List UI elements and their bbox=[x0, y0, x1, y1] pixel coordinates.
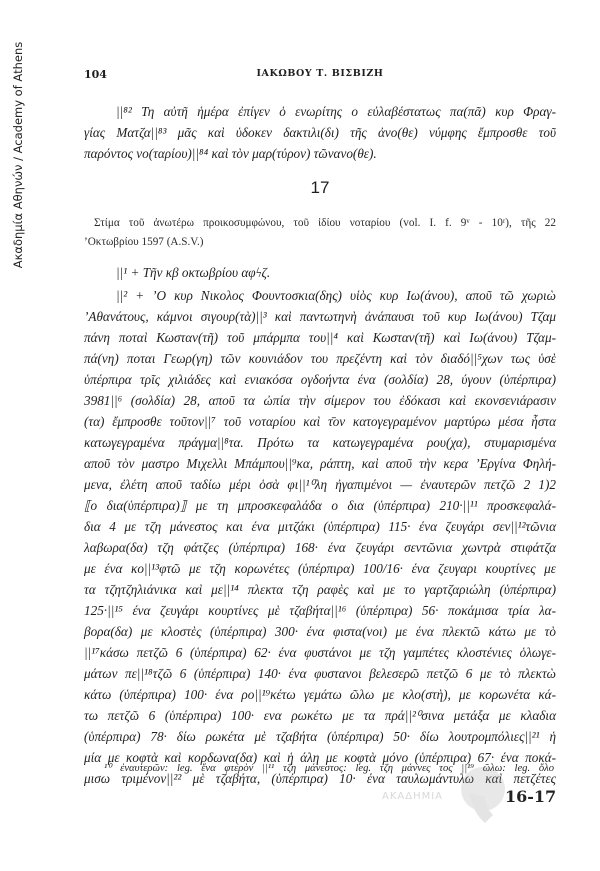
document-range: 16-17 bbox=[505, 787, 557, 806]
text-line: ||² + ’Ο κυρ Νικολος Φουντοσκια(δης) υἱὸς κυρ Ιω(άνου), αποῦ τῶ χωριὼ bbox=[116, 288, 556, 303]
text-line: μενα, ἐλέτη αποῦ ταδίω μέρι ὁσὰ φι||¹⁰λη ἠγαπιμένοι — ἐναυτερῶν πετζῶ 2 1)2 bbox=[84, 477, 556, 492]
text-line: γίας Ματζα||⁸³ μᾶς καὶ ὑδοκεν δακτιλι(δι) τῆς ἀνο(θε) νύμφης ἔμπροσθε τοῦ bbox=[84, 125, 556, 140]
text-line: παρόντος νο(ταρίου)||⁸⁴ καὶ τὸν μαρ(τύρον) τῶνανο(θε). bbox=[84, 146, 377, 161]
running-head bbox=[84, 68, 556, 84]
text-line: (τα) ἔμπροσθε τοῦτον||⁷ τοῦ νοταρίου καὶ τ̄ον κατογεγραμένον μαρτύρω μέσα ἧστα bbox=[84, 414, 556, 429]
document-description bbox=[84, 214, 556, 252]
description-line: ’Οκτωβρίου 1597 (A.S.V.) bbox=[84, 236, 204, 248]
text-line: κατωγεγραμένα πράγμα||⁸τα. Πρότω τα κατωγεγραμένα ρου(χα), στυμαρισμένα bbox=[84, 435, 556, 450]
side-watermark bbox=[8, 40, 28, 270]
side-watermark-text: Ακαδημία Αθηνών / Academy of Athens bbox=[11, 41, 26, 269]
text-line: ||¹⁷κάσω πετζῶ 6 (ὑπέρπιρα) 62· ένα φυστάνοι με τζη γαμπέτες κλοστένιες ὁλωγε- bbox=[84, 645, 556, 660]
running-title: ΙΑΚΩΒΟΥ Τ. ΒΙΣΒΙΖΗ bbox=[256, 68, 384, 79]
text-line: αποῦ τὸν μαστρο Μιχελλι Μπάμπου||⁹κα, ράπτη, καὶ αποῦ τὴν κερα ’Εργίνα Φηλή- bbox=[84, 456, 556, 471]
text-line: βορα(δα) με κλοστὲς (ὑπέρπιρα) 300· ένα φιστα(νοι) με ένα πλεκτῶ κάτω με τὸ bbox=[84, 624, 556, 639]
document-number: 17 bbox=[310, 178, 330, 197]
document-body bbox=[84, 285, 556, 789]
description-line: Στίμα τοῦ ἀνωτέρω προικοσυμφώνου, τοῦ ἰδίου νοταρίου (vol. I. f. 9ᵛ - 10ʳ), τῆς 22 bbox=[94, 217, 556, 229]
text-line: πάνη ποταὶ Κωσταν(τῆ) τοῦ μπάρμπα του||⁴ καὶ Κωσταν(τῆ) καὶ Ιω(άνου) Τζαμ- bbox=[84, 330, 556, 345]
text-line: μάτων πε||¹⁸τζῶ 6 (ὑπέρπιρα) 140· ένα φυστανοι βελεσερῶ πετζῶ 6 με τὸ πλεκτὼ bbox=[84, 666, 556, 681]
page-number: 104 bbox=[84, 68, 107, 81]
text-line: ||⁸² Τη αὐτῆ ἡμέρα ἐπίγεν ὁ ενωρίτης ο εὐλαβέστατως πα(πᾶ) κυρ Φραγ- bbox=[116, 104, 556, 119]
date-line bbox=[84, 262, 556, 283]
text-line: μία με κοφτὰ καὶ κορδωνα(δα) καὶ ἡ άλη με κοφτὰ μόνο (ὑπέρπιρα) 67· ένα ποκά- bbox=[84, 750, 556, 765]
text-line: τα τζητζηλιάνικα καὶ με||¹⁴ πλεκτα τζη ραφὲς καὶ με το γαρτζαριώλη (ὑπέρπιρα) bbox=[84, 582, 556, 597]
text-line: ⟦ο δια(ὑπέρπιρα)⟧ με τη μπροσκεφαλάδα ο δια (ὑπέρπιρα) 210·||¹¹ προσκεφαλά- bbox=[84, 498, 556, 513]
footnote: ¹⁰ ἐναυτερῶν: leg. ἕνα φτερὸν ||¹¹ τζη μάνεστος: leg. τζη μάννες τος ||¹⁹ ῶλω: leg. ὅλο bbox=[104, 763, 554, 774]
text-line: δια 4 με τζη μάνεστος και ένα μιτζάκι (ὑπέρπιρα) 115· ένα ζευγάρι σεν||¹²τῶνια bbox=[84, 519, 556, 534]
text-line: λαβωρα(δα) τζη φάτζες (ὑπέρπιρα) 168· ένα ζευγάρι σεντῶνια χωντρὰ στιφάτζα bbox=[84, 540, 556, 555]
previous-document-ending bbox=[84, 101, 556, 164]
text-line: τω πετζῶ 6 (ὑπέρπιρα) 100· ενα ρωκέτω με τα πρά||²⁰σινα μετάξα με κλαδια bbox=[84, 708, 556, 723]
text-line: 125·||¹⁵ ένα ζευγάρι κουρτίνες μὲ τζαβήτα||¹⁶ (ὑπέρπιρα) 56· ποκάμισα τρία λα- bbox=[84, 603, 556, 618]
text-line: με ένα κο||¹³φτῶ με τζη κορωνέτες (ὑπέρπιρα) 100/16· ένα ζευγαρι κουρτίνες με bbox=[84, 561, 556, 576]
text-line: μισω τριμένον||²² μὲ τζαβήτα, (ὑπέρπιρα) 10· ένα ταυλωμάντυλω καὶ πετζέτες bbox=[84, 771, 556, 786]
logo-watermark-text: ΑΚΑΔΗΜΙΑ bbox=[382, 791, 444, 802]
text-line: ’Αθανάτους, κάμνοι σιγουρ(τὰ)||³ καὶ παντωτηνὴ ἀνάπαυσι τοῦ κυρ Ιω(άνου) Τζαμ bbox=[84, 309, 556, 324]
date-text: ||¹ + Τῆν κβ οκτωβρίου αφϟζ. bbox=[116, 265, 271, 280]
text-line: πά(νη) ποται Γεωρ(γη) τῶν κουνιάδον του πρεζέντη καὶ τὸν διαδό||⁵χων τως ὑσὲ bbox=[84, 351, 556, 366]
text-line: ὑπέρπιρα τρῖς χιλιάδες καὶ ενιακόσα ογδοήντα ένα (σολδία) 28, ύγουν (ὑπέρπιρα) bbox=[84, 372, 556, 387]
academy-head-logo-icon bbox=[455, 763, 511, 825]
text-line: (ὑπέρπιρα) 78· δίω ρωκέτα μὲ τζαβήτα (ὑπέρπιρα) 50· δίω λουτρομπόλιες||²¹ ἡ bbox=[84, 729, 556, 744]
text-line: κάτω (ὑπέρπιρα) 100· ένα ρο||¹⁹κέτω γεμάτω ῶλω με κλο(στὴ), με κορωνέτα κά- bbox=[84, 687, 556, 702]
text-line: 3981||⁶ (σολδία) 28, αποῦ τα ὠπία τὴν σίμερον του ἐδόκασι καὶ εκονσενιάρασιν bbox=[84, 393, 556, 408]
